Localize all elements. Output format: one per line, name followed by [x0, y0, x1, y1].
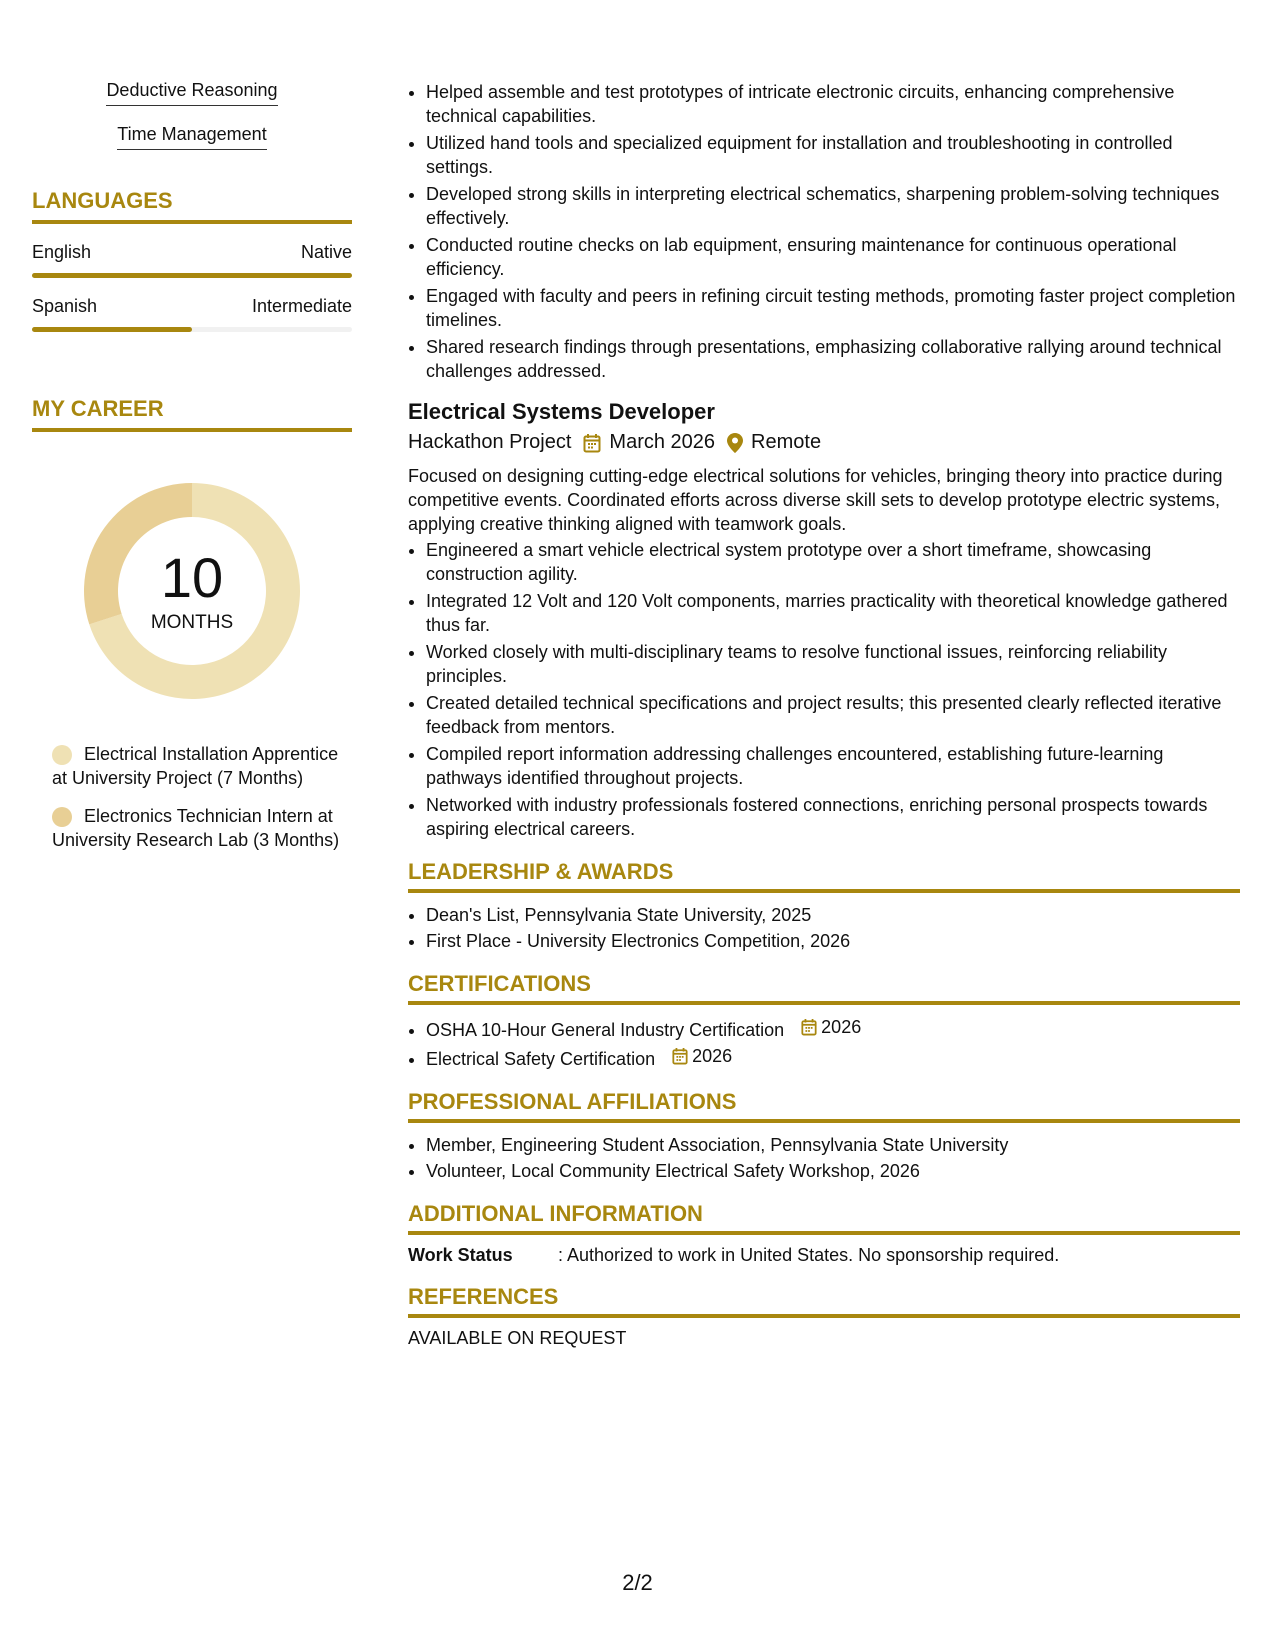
job-bullet: • Worked closely with multi-disciplinary teams to resolve functional issues, reinforcing reliability principles.: [426, 640, 1240, 688]
experience-bullet: • Utilized hand tools and specialized equipment for installation and troubleshooting in controlled settings.: [426, 131, 1240, 179]
calendar-icon: [801, 1018, 817, 1036]
career-legend: [52, 742, 342, 852]
skill-item: [32, 124, 352, 150]
career-heading: MY CAREER: [32, 396, 352, 432]
career-legend-label: Electronics Technician Intern at University Research Lab (3 Months): [52, 806, 340, 850]
career-donut-chart: [77, 476, 307, 706]
skills-list: [32, 80, 352, 150]
language-proficiency-bar: [32, 273, 352, 278]
additional-info-heading: ADDITIONAL INFORMATION: [408, 1201, 1240, 1235]
legend-dot-icon: [52, 807, 72, 827]
job-title: Electrical Systems Developer: [408, 399, 715, 424]
certification-item: [426, 1044, 1240, 1071]
calendar-icon: [672, 1047, 688, 1065]
map-pin-icon: [727, 433, 743, 453]
language-name: English: [32, 242, 92, 262]
career-legend-label: Electrical Installation Apprentice at University Project (7 Months): [52, 744, 339, 788]
job-bullet: • Created detailed technical specifications and project results; this presented clearly reflected iterative feedback from mentors.: [426, 691, 1240, 739]
work-status-value: : Authorized to work in United States. No sponsorship required.: [558, 1245, 1060, 1265]
languages-heading: LANGUAGES: [32, 188, 352, 224]
affiliations-list: [408, 1133, 1240, 1183]
experience-bullet: • Engaged with faculty and peers in refining circuit testing methods, promoting faster project completion timelines.: [426, 284, 1240, 332]
experience-bullet: • Helped assemble and test prototypes of intricate electronic circuits, enhancing comprehensive technical capabilities.: [426, 80, 1240, 128]
experience-bullet: • Shared research findings through presentations, emphasizing collaborative rallying around technical challenges addressed.: [426, 335, 1240, 383]
languages-section: [32, 188, 352, 332]
skill-label: Deductive Reasoning: [106, 80, 277, 106]
affiliations-section: [408, 1089, 1240, 1183]
experience-bullets: [408, 80, 1240, 383]
job-location: Remote: [751, 431, 822, 453]
certification-year: 2026: [692, 1046, 733, 1066]
skill-label: Time Management: [117, 124, 266, 150]
affiliation-item: • Volunteer, Local Community Electrical Safety Workshop, 2026: [426, 1159, 1240, 1183]
language-row: [32, 296, 352, 332]
certification-item: [426, 1015, 1240, 1042]
language-level: Intermediate: [251, 296, 352, 316]
job-meta: [408, 431, 1240, 454]
left-column: [32, 80, 352, 866]
certification-name: Electrical Safety Certification: [426, 1049, 656, 1069]
page-number: 2/2: [622, 1570, 653, 1595]
skill-item: [32, 80, 352, 106]
job-description: Focused on designing cutting-edge electrical solutions for vehicles, bringing theory into practice during competitive events. Coordinated efforts across diverse skill sets to develop prototype electric systems, applying creative thinking aligned with teamwork goals.: [408, 466, 1223, 534]
legend-dot-icon: [52, 745, 72, 765]
calendar-icon: [583, 433, 601, 453]
career-total-value: 10: [160, 546, 224, 609]
leadership-item: • Dean's List, Pennsylvania State University, 2025: [426, 903, 1240, 927]
job-bullet: • Compiled report information addressing challenges encountered, establishing future-learning pathways identified throughout projects.: [426, 742, 1240, 790]
career-legend-item: [52, 804, 342, 852]
certifications-section: [408, 971, 1240, 1071]
language-proficiency-fill: [32, 327, 192, 332]
job-bullet: • Engineered a smart vehicle electrical system prototype over a short timeframe, showcasing construction agility.: [426, 538, 1240, 586]
references-heading: REFERENCES: [408, 1284, 1240, 1318]
experience-bullet: • Developed strong skills in interpreting electrical schematics, sharpening problem-solving techniques effectively.: [426, 182, 1240, 230]
affiliations-heading: PROFESSIONAL AFFILIATIONS: [408, 1089, 1240, 1123]
language-proficiency-bar: [32, 327, 352, 332]
job-bullets: [408, 538, 1240, 841]
leadership-heading: LEADERSHIP & AWARDS: [408, 859, 1240, 893]
language-proficiency-fill: [32, 273, 352, 278]
career-total-unit: MONTHS: [150, 612, 234, 633]
certification-name: OSHA 10-Hour General Industry Certification: [426, 1020, 785, 1040]
career-legend-item: [52, 742, 342, 790]
leadership-section: [408, 859, 1240, 953]
references-section: [408, 1284, 1240, 1349]
job-entry: [408, 399, 1240, 841]
language-row: [32, 242, 352, 278]
work-status-label: Work Status: [408, 1245, 513, 1265]
right-column: [408, 80, 1240, 1349]
work-status-row: [408, 1245, 1240, 1266]
certifications-list: [408, 1015, 1240, 1071]
certification-year: 2026: [821, 1017, 862, 1037]
job-bullet: • Integrated 12 Volt and 120 Volt components, marries practicality with theoretical knowledge gathered thus far.: [426, 589, 1240, 637]
job-company: Hackathon Project: [408, 431, 572, 453]
leadership-list: [408, 903, 1240, 953]
experience-bullet: • Conducted routine checks on lab equipment, ensuring maintenance for continuous operational efficiency.: [426, 233, 1240, 281]
job-bullet: • Networked with industry professionals fostered connections, enriching personal prospects towards aspiring electrical careers.: [426, 793, 1240, 841]
job-date: March 2026: [609, 431, 716, 453]
certifications-heading: CERTIFICATIONS: [408, 971, 1240, 1005]
leadership-item: • First Place - University Electronics Competition, 2026: [426, 929, 1240, 953]
affiliation-item: • Member, Engineering Student Association, Pennsylvania State University: [426, 1133, 1240, 1157]
references-text: AVAILABLE ON REQUEST: [408, 1328, 627, 1348]
career-section: [32, 396, 352, 852]
language-name: Spanish: [32, 296, 98, 316]
language-level: Native: [300, 242, 352, 262]
additional-info-section: [408, 1201, 1240, 1266]
